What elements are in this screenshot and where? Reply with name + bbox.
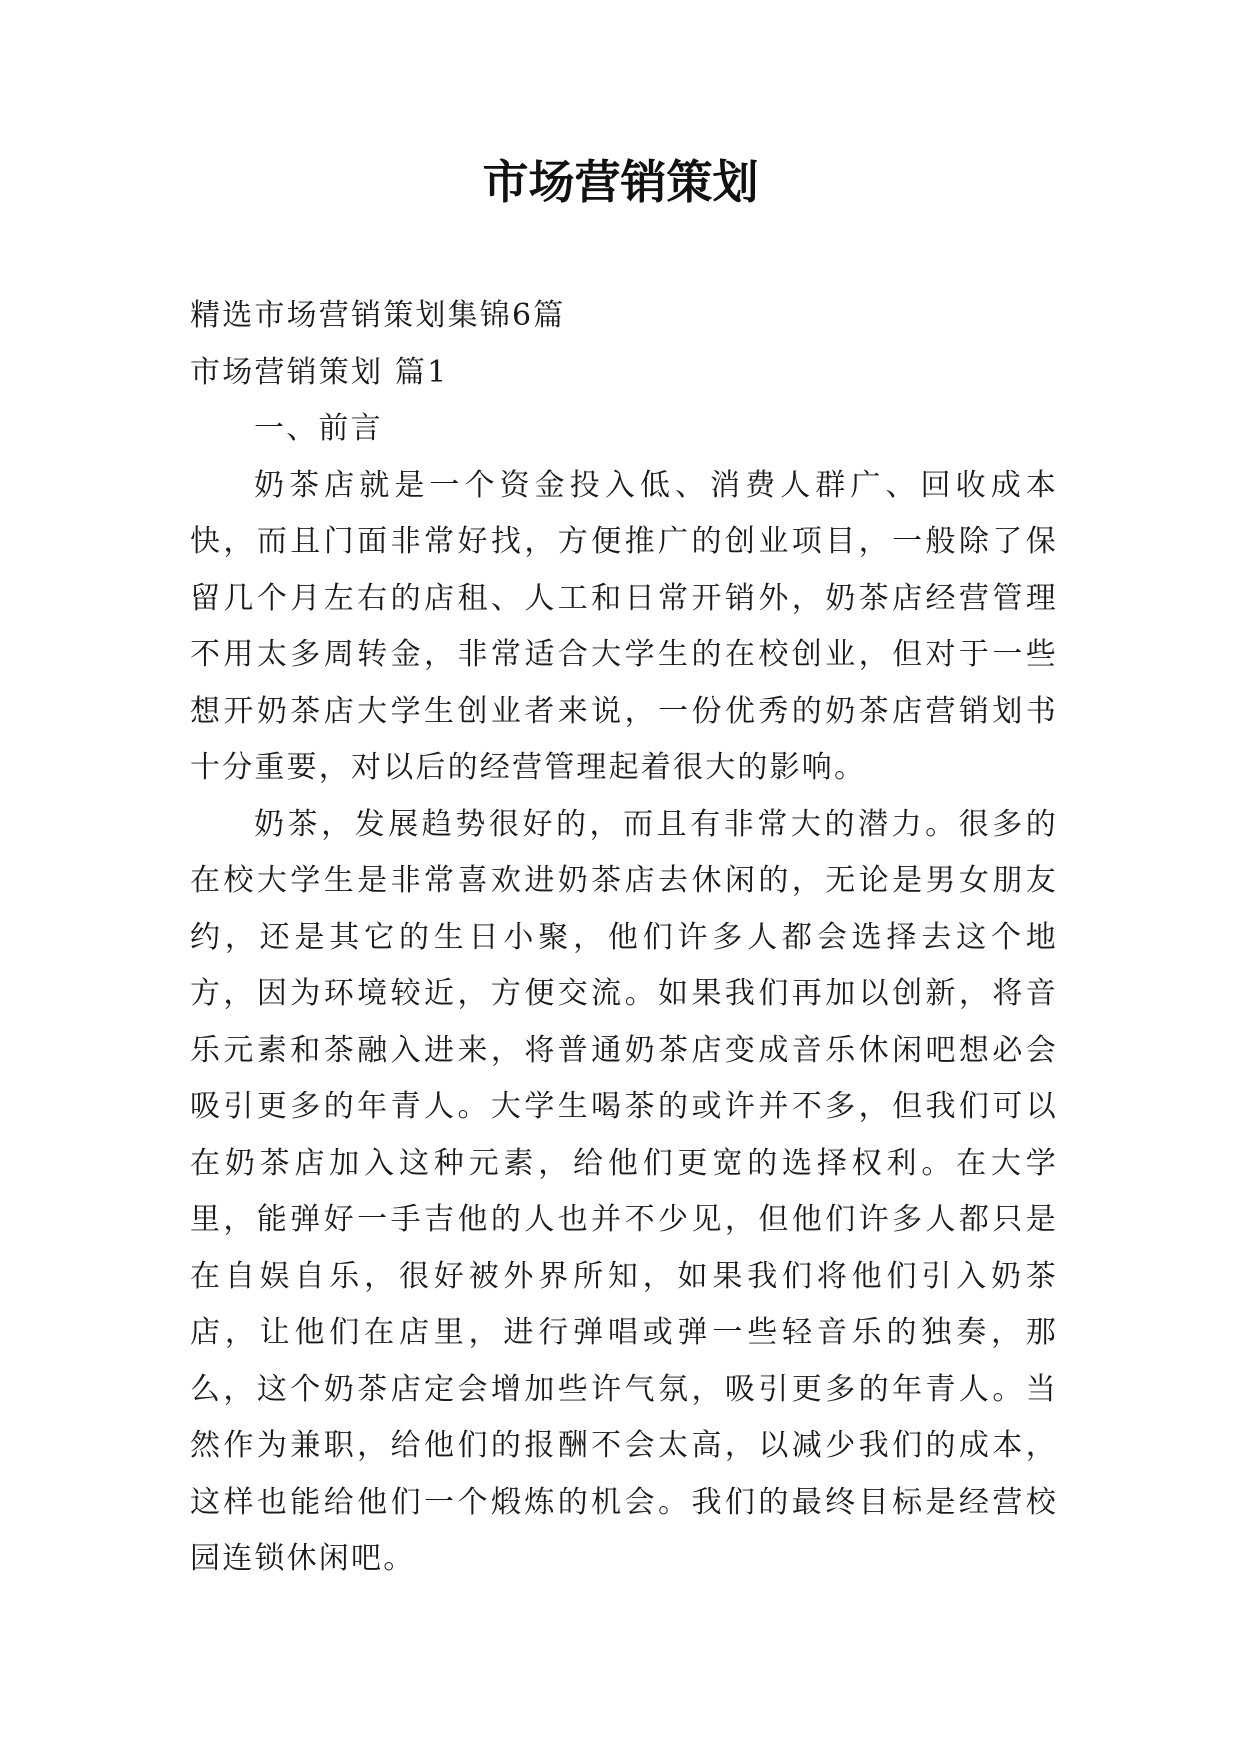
section-heading: 一、前言 bbox=[254, 411, 383, 446]
document-body bbox=[190, 288, 1058, 1588]
paragraph-2: 奶茶，发展趋势很好的，而且有非常大的潜力。很多的在校大学生是非常喜欢进奶茶店去休闲的，无论是男女朋友约，还是其它的生日小聚，他们许多人都会选择去这个地方，因为环境较近，方便交流。如果我们再加以创新，将音乐元素和茶融入进来，将普通奶茶店变成音乐休闲吧想必会吸引更多的年青人。大学生喝茶的或许并不多，但我们可以在奶茶店加入这种元素，给他们更宽的选择权利。在大学里，能弹好一手吉他的人也并不少见，但他们许多人都只是在自娱自乐，很好被外界所知，如果我们将他们引入奶茶店，让他们在店里，进行弹唱或弹一些轻音乐的独奏，那么，这个奶茶店定会增加些许气氛，吸引更多的年青人。当然作为兼职，给他们的报酬不会太高，以减少我们的成本，这样也能给他们一个煅炼的机会。我们的最终目标是经营校园连锁休闲吧。 bbox=[190, 806, 1058, 1576]
section-label: 市场营销策划 篇1 bbox=[190, 354, 449, 390]
collection-line: 精选市场营销策划集锦6篇 bbox=[190, 298, 566, 333]
paragraph-1: 奶茶店就是一个资金投入低、消费人群广、回收成本快，而且门面非常好找，方便推广的创业项目，一般除了保留几个月左右的店租、人工和日常开销外，奶茶店经营管理不用太多周转金，非常适合大学生的在校创业，但对于一些想开奶茶店大学生创业者来说，一份优秀的奶茶店营销划书十分重要，对以后的经营管理起着很大的影响。 bbox=[190, 467, 1058, 785]
document-title: 市场营销策划 bbox=[482, 155, 759, 209]
